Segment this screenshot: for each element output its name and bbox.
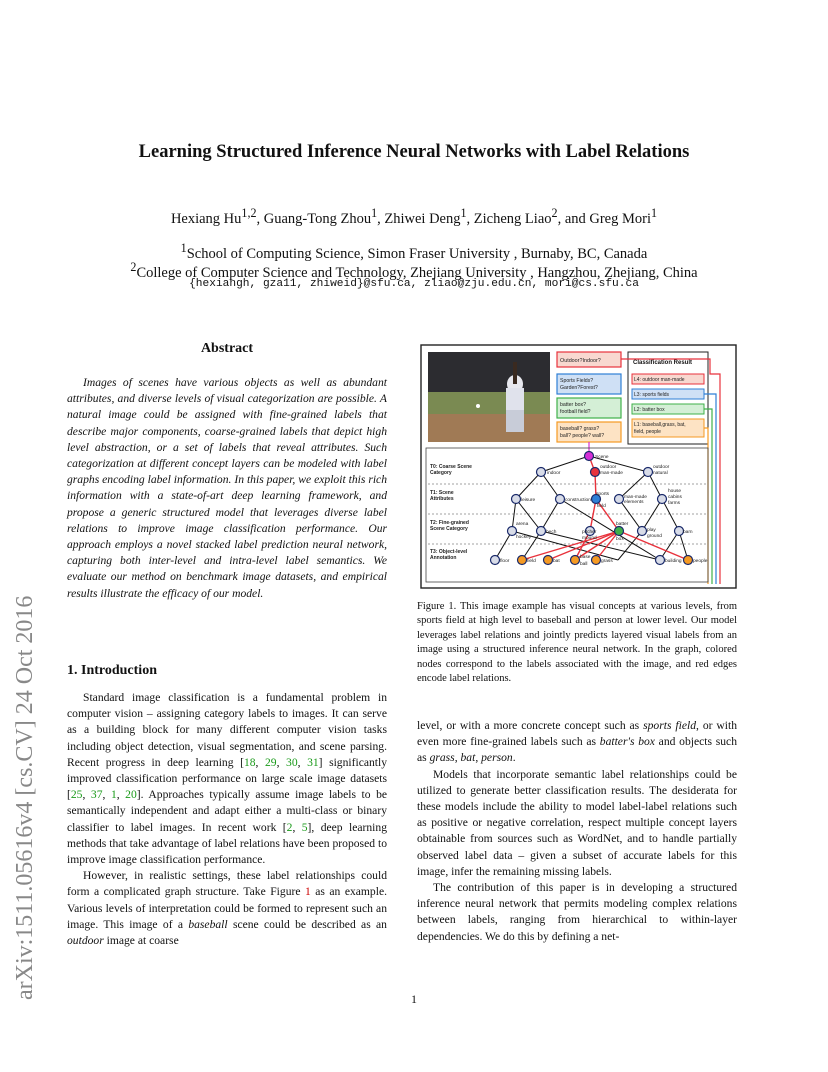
node: [638, 527, 647, 536]
author-sup: 1: [371, 206, 378, 220]
citation-link[interactable]: 37: [90, 788, 103, 802]
author-sup: 2: [551, 206, 558, 220]
baseball-photo: [428, 352, 550, 442]
citation-link[interactable]: 29: [264, 755, 277, 769]
svg-text:elements: elements: [624, 500, 644, 505]
svg-text:natural: natural: [653, 471, 668, 476]
body-paragraph: The contribution of this paper is in developing a structured inference neural network that permits modeling complex relations between labels, ranging from hierarchical to within-layer dependencies. We do this by defining a net-: [417, 881, 737, 943]
svg-text:mound: mound: [582, 536, 597, 541]
svg-text:man-made: man-made: [624, 495, 647, 500]
question-label: Garden?Forest?: [560, 385, 598, 391]
question-label: batter box?: [560, 402, 586, 408]
intro-paragraph: However, in realistic settings, these label relationships could form a complicated graph structure. Take Figure 1 as an example. Various levels of interpretation could be formed to represent such an image. This image of a baseball scene could be described as an outdoor image at coarse: [67, 869, 387, 948]
svg-text:outdoor: outdoor: [653, 465, 670, 470]
svg-text:Category: Category: [430, 470, 452, 476]
node: [615, 527, 624, 536]
node: [491, 556, 500, 565]
abstract-text: Images of scenes have various objects as well as abundant attributes, and diverse levels of visual categorization are possible. A natural image could be assigned with fine-grained labels that describe major components, coarse-grained labels that depict high level abstraction, or a set of labels that reveal attributes. Such categorization at different concept layers can be modeled with label graphs encoding label information. In this paper, we exploit this rich information with a state-of-art deep learning framework, and propose a generic structured model that leverages diverse label relations to improve image classification performance. Our approach employs a novel stacked label prediction neural network, capturing both inter-level and intra-level label semantics. We evaluate our method on benchmark image datasets, and empirical results illustrate the efficacy of our model.: [67, 376, 387, 600]
svg-text:floor: floor: [500, 559, 510, 564]
question-label: ball? people? wall?: [560, 433, 605, 439]
result-label: L1: baseball,grass, bat,: [634, 422, 686, 428]
svg-text:indoor: indoor: [547, 471, 561, 476]
author-name: Greg Mori: [589, 210, 651, 227]
svg-text:cabins: cabins: [668, 495, 682, 500]
figure-caption: Figure 1. This image example has visual concepts at various levels, from sports field at high level to baseball and person at lower level. Our model leverages label relations and jointly predicts layered visual labels from an image using a structured inference neural network. In the graph, colored nodes correspond to the labels associated with the image, and red edges encode label relations.: [417, 601, 737, 685]
result-label: field, people: [634, 429, 661, 435]
author-sup: 1: [651, 206, 658, 220]
citation-link[interactable]: 20: [125, 788, 137, 802]
result-label: L2: batter box: [634, 407, 665, 413]
body-paragraph: level, or with a more concrete concept such as sports field, or with even more fine-grained labels such as batter's box and objects such as grass, bat, person.: [417, 719, 737, 765]
node: [658, 495, 667, 504]
question-label: baseball? grass?: [560, 426, 600, 432]
aff-sup: 1: [180, 241, 187, 255]
node: [537, 527, 546, 536]
node: [615, 495, 624, 504]
result-label: L4: outdoor man-made: [634, 377, 685, 383]
svg-text:hockey: hockey: [516, 535, 532, 540]
node: [518, 556, 527, 565]
aff-sup: 2: [130, 260, 137, 274]
svg-text:play: play: [647, 528, 656, 533]
svg-text:outdoor: outdoor: [600, 465, 617, 470]
node: [512, 495, 521, 504]
intro-body: [67, 690, 387, 949]
svg-text:ground: ground: [647, 534, 662, 539]
question-label: Sports Fields?: [560, 378, 594, 384]
citation-link[interactable]: 2: [286, 820, 293, 834]
author-name: Hexiang Hu: [170, 210, 242, 227]
figure-1: [420, 344, 737, 589]
svg-text:arena: arena: [516, 522, 529, 527]
arxiv-stamp: arXiv:1511.05616v4 [cs.CV] 24 Oct 2016: [12, 595, 38, 1000]
svg-text:Scene: Scene: [595, 455, 609, 460]
author-sup: 1: [460, 206, 467, 220]
svg-text:T1: Scene: T1: Scene: [430, 490, 454, 496]
result-title: Classification Result: [633, 360, 693, 366]
figure-1-diagram: [420, 344, 737, 589]
svg-text:sports: sports: [596, 492, 610, 497]
svg-text:T2: Fine-grained: T2: Fine-grained: [430, 520, 469, 526]
author-name: Zhiwei Deng: [384, 210, 461, 227]
svg-text:Attributes: Attributes: [430, 496, 454, 502]
svg-text:ball: ball: [580, 562, 588, 567]
author-list: Hexiang Hu$^{1,2}$, Guang-Tong Zhou$^1$, Zhiwei Deng$^1$, Zicheng Liao$^2$, and Greg Mori$^1$: [170, 206, 658, 227]
abstract-heading: Abstract: [200, 341, 254, 356]
aff-text: School of Computing Science, Simon Fraser University , Burnaby, BC, Canada: [186, 245, 648, 262]
right-column-body: [417, 718, 737, 945]
svg-text:T3: Object-level: T3: Object-level: [430, 549, 468, 555]
svg-text:Annotation: Annotation: [430, 555, 457, 561]
svg-text:Scene Category: Scene Category: [430, 526, 468, 532]
citation-link[interactable]: 1: [110, 788, 117, 802]
result-label: L3: sports fields: [634, 392, 670, 398]
node-root: [585, 452, 594, 461]
svg-text:field: field: [527, 559, 536, 564]
node: [591, 468, 600, 477]
svg-text:base: base: [580, 555, 591, 560]
svg-text:bat: bat: [553, 559, 560, 564]
svg-text:bech: bech: [546, 530, 557, 535]
author-emails: {hexiangh, gza11, zhiweid}@sfu.ca, zliao@zju.edu.cn, mori@cs.sfu.ca: [189, 278, 639, 290]
svg-text:building: building: [665, 559, 682, 564]
svg-text:people: people: [693, 559, 708, 564]
citation-link[interactable]: 31: [307, 755, 319, 769]
citation-link[interactable]: 25: [70, 788, 83, 802]
question-label: football field?: [560, 409, 591, 415]
author-name: Guang-Tong Zhou: [263, 210, 372, 227]
svg-text:construction: construction: [565, 498, 591, 503]
svg-text:pitcher: pitcher: [582, 530, 597, 535]
figure-ref-link[interactable]: 1: [304, 885, 311, 899]
author-sup: 1,2: [241, 206, 257, 220]
paper-title: Learning Structured Inference Neural Networks with Label Relations: [138, 142, 690, 162]
abstract-body: [67, 375, 387, 602]
node: [556, 495, 565, 504]
page-number: 1: [411, 992, 417, 1006]
citation-link[interactable]: 18: [243, 755, 256, 769]
svg-text:barn: barn: [683, 530, 693, 535]
question-label: Outdoor?Indoor?: [560, 358, 601, 364]
node: [684, 556, 693, 565]
node: [537, 468, 546, 477]
citation-link[interactable]: 30: [286, 755, 298, 769]
intro-paragraph: Standard image classification is a fundamental problem in computer vision – assigning category labels to images. It can serve as a building block for many different computer vision tasks including object detection, visual segmentation, and scene parsing. Recent progress in deep learning [18, 29, 30, 31] significantly improved classification performance on large scale image datasets [25, 37, 1, 20]. Approaches typically assume image labels to be semantically independent and adapt either a multi-class or binary classifier to label images. In recent work [2, 5], deep learning methods that take advantage of label relations have been proposed to improve image classification performance.: [67, 691, 388, 867]
svg-text:grass: grass: [601, 559, 613, 564]
svg-text:box: box: [616, 537, 624, 542]
svg-text:leisure: leisure: [521, 498, 536, 503]
node: [644, 468, 653, 477]
body-paragraph: Models that incorporate semantic label relationships could be utilized to generate better classification results. The desiderata for these models include the ability to model label-label relations such as positive or negative correlation, respect multiple concept layers obtainable from sources such as WordNet, and to handle partially observed label data – given a subset of accurate labels for this image, infer the remaining missing labels.: [417, 767, 737, 878]
node: [592, 556, 601, 565]
node: [656, 556, 665, 565]
svg-text:T0: Coarse Scene: T0: Coarse Scene: [430, 464, 472, 470]
svg-text:house: house: [668, 489, 682, 494]
svg-text:farms: farms: [668, 501, 680, 506]
svg-text:batter: batter: [616, 522, 629, 527]
node: [571, 556, 580, 565]
svg-text:man-made: man-made: [600, 471, 623, 476]
citation-link[interactable]: 5: [301, 820, 308, 834]
aff-text: College of Computer Science and Technology, Zhejiang University , Hangzhou, Zhejiang, China: [136, 264, 698, 281]
author-name: Zicheng Liao: [473, 210, 552, 227]
classification-result: [628, 352, 708, 444]
node: [544, 556, 553, 565]
svg-text:field: field: [597, 504, 606, 509]
intro-heading: 1. Introduction: [67, 663, 157, 678]
